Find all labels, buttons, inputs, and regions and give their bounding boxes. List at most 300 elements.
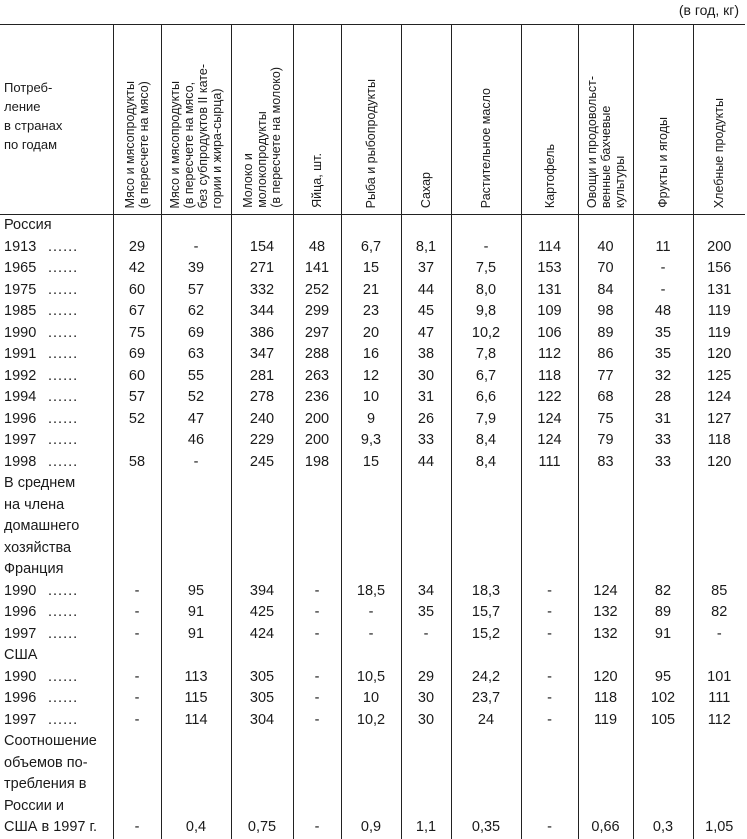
value-cell: 47	[401, 323, 451, 345]
value-cell: 10	[341, 387, 401, 409]
value-cell: 35	[401, 602, 451, 624]
value-cell: 84	[578, 280, 633, 302]
value-cell: 386	[231, 323, 293, 345]
empty-cell	[161, 473, 231, 495]
empty-cell	[161, 538, 231, 560]
value-cell: 263	[293, 366, 341, 388]
value-cell: 120	[693, 452, 745, 474]
value-cell: 132	[578, 602, 633, 624]
value-cell: 42	[113, 258, 161, 280]
empty-cell	[401, 645, 451, 667]
year-cell	[0, 667, 113, 689]
empty-cell	[341, 473, 401, 495]
empty-cell	[521, 774, 578, 796]
value-cell: 30	[401, 366, 451, 388]
leader-dots: ......	[48, 367, 79, 384]
value-cell: -	[113, 624, 161, 646]
empty-cell	[113, 559, 161, 581]
value-cell: 91	[161, 624, 231, 646]
value-cell: 62	[161, 301, 231, 323]
value-cell: -	[293, 817, 341, 839]
value-cell: -	[521, 667, 578, 689]
empty-cell	[451, 753, 521, 775]
column-header	[578, 25, 633, 215]
value-cell: 122	[521, 387, 578, 409]
empty-cell	[451, 538, 521, 560]
value-cell	[113, 430, 161, 452]
empty-cell	[578, 473, 633, 495]
empty-cell	[521, 753, 578, 775]
empty-cell	[633, 516, 693, 538]
value-cell: 29	[113, 237, 161, 259]
empty-cell	[633, 473, 693, 495]
value-cell: 75	[578, 409, 633, 431]
value-cell: 344	[231, 301, 293, 323]
ratio-label-row	[0, 731, 745, 753]
value-cell: 18,5	[341, 581, 401, 603]
value-cell: 15	[341, 258, 401, 280]
value-cell: 11	[633, 237, 693, 259]
empty-cell	[231, 796, 293, 818]
value-cell: 9,8	[451, 301, 521, 323]
leader-dots: ......	[48, 346, 79, 362]
year-label: 1991	[4, 346, 37, 362]
column-header-text: Картофель	[542, 143, 557, 208]
value-cell: 57	[113, 387, 161, 409]
value-cell: 278	[231, 387, 293, 409]
value-cell: 82	[693, 602, 745, 624]
empty-cell	[693, 645, 745, 667]
empty-cell	[161, 559, 231, 581]
section-label: объемов по-	[4, 754, 88, 771]
year-cell	[0, 624, 113, 646]
year-label: 1990	[4, 582, 37, 599]
value-cell: -	[451, 237, 521, 259]
value-cell: 20	[341, 323, 401, 345]
empty-cell	[161, 731, 231, 753]
value-cell: 111	[693, 688, 745, 710]
empty-cell	[693, 516, 745, 538]
value-cell: 52	[161, 387, 231, 409]
empty-cell	[633, 796, 693, 818]
value-cell: 15,7	[451, 602, 521, 624]
table-row	[0, 366, 745, 388]
value-cell: 18,3	[451, 581, 521, 603]
value-cell: 124	[578, 581, 633, 603]
value-cell: -	[161, 452, 231, 474]
value-cell: 48	[633, 301, 693, 323]
empty-cell	[341, 495, 401, 517]
value-cell: 245	[231, 452, 293, 474]
empty-cell	[341, 645, 401, 667]
section-header-row	[0, 559, 745, 581]
value-cell: -	[521, 602, 578, 624]
column-header-text: Молоко и молокопродукты (в пересчете на молоко)	[241, 67, 283, 208]
value-cell: 44	[401, 280, 451, 302]
empty-cell	[231, 215, 293, 237]
value-cell: 154	[231, 237, 293, 259]
empty-cell	[161, 753, 231, 775]
value-cell: 35	[633, 323, 693, 345]
empty-cell	[401, 753, 451, 775]
value-cell: 63	[161, 344, 231, 366]
empty-cell	[293, 215, 341, 237]
empty-cell	[293, 559, 341, 581]
empty-cell	[231, 538, 293, 560]
corner-header	[0, 25, 113, 215]
year-cell	[0, 280, 113, 302]
empty-cell	[341, 774, 401, 796]
value-cell: 68	[578, 387, 633, 409]
year-label: 1965	[4, 260, 37, 276]
table-row	[0, 667, 745, 689]
value-cell: 304	[231, 710, 293, 732]
empty-cell	[451, 559, 521, 581]
empty-cell	[113, 215, 161, 237]
ratio-label: США в 1997 г.	[4, 819, 98, 835]
table-row	[0, 258, 745, 280]
empty-cell	[451, 473, 521, 495]
empty-cell	[578, 645, 633, 667]
leader-dots: ......	[48, 690, 79, 706]
value-cell: 252	[293, 280, 341, 302]
year-cell	[0, 366, 113, 388]
empty-cell	[113, 645, 161, 667]
value-cell: -	[521, 624, 578, 646]
empty-cell	[451, 516, 521, 538]
year-label: 1997	[4, 625, 37, 642]
value-cell: 7,9	[451, 409, 521, 431]
section-header-row	[0, 473, 745, 495]
value-cell: -	[341, 602, 401, 624]
value-cell: 305	[231, 688, 293, 710]
value-cell: 16	[341, 344, 401, 366]
value-cell: 23,7	[451, 688, 521, 710]
value-cell: 200	[693, 237, 745, 259]
value-cell: 132	[578, 624, 633, 646]
section-label: Франция	[4, 561, 64, 577]
year-cell	[0, 387, 113, 409]
value-cell: 10,2	[451, 323, 521, 345]
empty-cell	[293, 538, 341, 560]
value-cell: 347	[231, 344, 293, 366]
value-cell: 75	[113, 323, 161, 345]
value-cell: 119	[578, 710, 633, 732]
section-label: В среднем	[4, 475, 76, 491]
value-cell: 7,8	[451, 344, 521, 366]
value-cell: -	[633, 258, 693, 280]
value-cell: 79	[578, 430, 633, 452]
column-header-text: Рыба и рыбопродукты	[364, 78, 378, 208]
table-body	[0, 215, 745, 839]
value-cell: 120	[693, 344, 745, 366]
ratio-label-row	[0, 753, 745, 775]
value-cell: 91	[633, 624, 693, 646]
value-cell: 271	[231, 258, 293, 280]
empty-cell	[401, 731, 451, 753]
empty-cell	[231, 559, 293, 581]
value-cell: 39	[161, 258, 231, 280]
table-row	[0, 624, 745, 646]
column-header-text: Хлебные продукты	[712, 97, 727, 208]
empty-cell	[161, 516, 231, 538]
value-cell: -	[521, 710, 578, 732]
empty-cell	[161, 774, 231, 796]
year-cell	[0, 581, 113, 603]
table-row	[0, 237, 745, 259]
column-header	[521, 25, 578, 215]
value-cell: 28	[633, 387, 693, 409]
empty-cell	[113, 495, 161, 517]
value-cell: 198	[293, 452, 341, 474]
leader-dots: ......	[48, 281, 79, 298]
value-cell: 124	[521, 430, 578, 452]
year-cell	[0, 602, 113, 624]
value-cell: 10	[341, 688, 401, 710]
value-cell: 424	[231, 624, 293, 646]
value-cell: 119	[693, 323, 745, 345]
value-cell: 44	[401, 452, 451, 474]
column-header	[451, 25, 521, 215]
value-cell: 29	[401, 667, 451, 689]
value-cell: 6,7	[341, 237, 401, 259]
value-cell: 124	[521, 409, 578, 431]
table-row	[0, 387, 745, 409]
empty-cell	[401, 215, 451, 237]
empty-cell	[231, 473, 293, 495]
value-cell: 141	[293, 258, 341, 280]
consumption-table	[0, 24, 745, 839]
empty-cell	[341, 215, 401, 237]
empty-cell	[693, 753, 745, 775]
value-cell: 58	[113, 452, 161, 474]
value-cell: 31	[401, 387, 451, 409]
value-cell: 1,05	[693, 817, 745, 839]
empty-cell	[293, 731, 341, 753]
empty-cell	[161, 495, 231, 517]
value-cell: 8,0	[451, 280, 521, 302]
empty-cell	[521, 516, 578, 538]
value-cell: 6,6	[451, 387, 521, 409]
empty-cell	[293, 774, 341, 796]
value-cell: 119	[693, 301, 745, 323]
value-cell: 69	[113, 344, 161, 366]
value-cell: -	[293, 602, 341, 624]
value-cell: 105	[633, 710, 693, 732]
column-header-text: Мясо и мясопродукты (в пересчете на мясо)	[123, 80, 151, 208]
year-cell	[0, 452, 113, 474]
ratio-label-row	[0, 774, 745, 796]
leader-dots: ......	[48, 604, 79, 620]
value-cell: 57	[161, 280, 231, 302]
value-cell: 38	[401, 344, 451, 366]
value-cell: 82	[633, 581, 693, 603]
value-cell: 83	[578, 452, 633, 474]
value-cell: 37	[401, 258, 451, 280]
value-cell: 91	[161, 602, 231, 624]
empty-cell	[161, 645, 231, 667]
corner-header-line: ление	[4, 98, 41, 114]
value-cell: 7,5	[451, 258, 521, 280]
year-label: 1996	[4, 604, 37, 620]
value-cell: 89	[633, 602, 693, 624]
value-cell: 124	[693, 387, 745, 409]
empty-cell	[401, 774, 451, 796]
value-cell: 98	[578, 301, 633, 323]
empty-cell	[341, 731, 401, 753]
empty-cell	[401, 559, 451, 581]
value-cell: 281	[231, 366, 293, 388]
ratio-row	[0, 817, 745, 839]
empty-cell	[578, 796, 633, 818]
leader-dots: ......	[48, 303, 79, 319]
value-cell: 131	[693, 280, 745, 302]
empty-cell	[451, 731, 521, 753]
value-cell: 30	[401, 710, 451, 732]
value-cell: 15,2	[451, 624, 521, 646]
value-cell: 70	[578, 258, 633, 280]
empty-cell	[341, 516, 401, 538]
value-cell: 9,3	[341, 430, 401, 452]
empty-cell	[693, 538, 745, 560]
empty-cell	[401, 796, 451, 818]
empty-cell	[578, 731, 633, 753]
section-label: России и	[4, 797, 64, 814]
empty-cell	[693, 796, 745, 818]
year-cell	[0, 344, 113, 366]
value-cell: -	[293, 581, 341, 603]
value-cell: 200	[293, 430, 341, 452]
value-cell: 40	[578, 237, 633, 259]
empty-cell	[521, 645, 578, 667]
empty-cell	[113, 473, 161, 495]
empty-cell	[521, 495, 578, 517]
empty-cell	[693, 731, 745, 753]
section-header-row	[0, 516, 745, 538]
year-label: 1975	[4, 281, 37, 298]
value-cell: 46	[161, 430, 231, 452]
value-cell: -	[293, 667, 341, 689]
empty-cell	[113, 538, 161, 560]
column-header	[401, 25, 451, 215]
value-cell: -	[521, 817, 578, 839]
empty-cell	[401, 473, 451, 495]
value-cell: 112	[521, 344, 578, 366]
value-cell: 77	[578, 366, 633, 388]
empty-cell	[521, 538, 578, 560]
value-cell: -	[113, 667, 161, 689]
value-cell: 118	[578, 688, 633, 710]
value-cell: 118	[693, 430, 745, 452]
value-cell: 0,35	[451, 817, 521, 839]
leader-dots: ......	[48, 453, 79, 470]
leader-dots: ......	[48, 432, 79, 448]
year-label: 1913	[4, 238, 37, 255]
leader-dots: ......	[48, 625, 79, 642]
year-label: 1990	[4, 668, 37, 685]
value-cell: 55	[161, 366, 231, 388]
empty-cell	[451, 774, 521, 796]
value-cell: 60	[113, 280, 161, 302]
value-cell: 8,4	[451, 452, 521, 474]
value-cell: -	[113, 710, 161, 732]
value-cell: 32	[633, 366, 693, 388]
empty-cell	[231, 731, 293, 753]
corner-header-line: в странах	[4, 117, 63, 133]
value-cell: 288	[293, 344, 341, 366]
value-cell: -	[693, 624, 745, 646]
value-cell: 23	[341, 301, 401, 323]
year-cell	[0, 409, 113, 431]
section-header-row	[0, 538, 745, 560]
value-cell: -	[341, 624, 401, 646]
empty-cell	[293, 516, 341, 538]
value-cell: 60	[113, 366, 161, 388]
value-cell: -	[521, 688, 578, 710]
value-cell: 95	[161, 581, 231, 603]
empty-cell	[693, 559, 745, 581]
leader-dots: ......	[48, 260, 79, 276]
value-cell: 0,75	[231, 817, 293, 839]
year-label: 1992	[4, 367, 37, 384]
empty-cell	[161, 215, 231, 237]
empty-cell	[401, 538, 451, 560]
value-cell: 6,7	[451, 366, 521, 388]
value-cell: 114	[161, 710, 231, 732]
value-cell: 21	[341, 280, 401, 302]
empty-cell	[231, 645, 293, 667]
header-row	[0, 25, 745, 215]
empty-cell	[633, 559, 693, 581]
table-row	[0, 301, 745, 323]
value-cell: 332	[231, 280, 293, 302]
year-cell	[0, 430, 113, 452]
empty-cell	[693, 774, 745, 796]
value-cell: 131	[521, 280, 578, 302]
year-cell	[0, 323, 113, 345]
value-cell: 12	[341, 366, 401, 388]
empty-cell	[693, 495, 745, 517]
value-cell: 69	[161, 323, 231, 345]
empty-cell	[693, 215, 745, 237]
empty-cell	[521, 796, 578, 818]
table-row	[0, 280, 745, 302]
empty-cell	[633, 753, 693, 775]
year-cell	[0, 237, 113, 259]
column-header-text: Овощи и продовольст- венные бахчевые культуры	[584, 75, 627, 208]
table-row	[0, 581, 745, 603]
column-header-text: Сахар	[419, 171, 433, 208]
value-cell: 24,2	[451, 667, 521, 689]
section-label: хозяйства	[4, 539, 72, 556]
value-cell: -	[113, 688, 161, 710]
value-cell: 425	[231, 602, 293, 624]
value-cell: 106	[521, 323, 578, 345]
leader-dots: ......	[48, 711, 79, 728]
value-cell: 24	[451, 710, 521, 732]
value-cell: 30	[401, 688, 451, 710]
value-cell: 125	[693, 366, 745, 388]
empty-cell	[293, 753, 341, 775]
section-label: Россия	[4, 217, 52, 233]
value-cell: -	[401, 624, 451, 646]
column-header	[693, 25, 745, 215]
year-label: 1997	[4, 711, 37, 728]
empty-cell	[693, 473, 745, 495]
empty-cell	[231, 516, 293, 538]
value-cell: 89	[578, 323, 633, 345]
empty-cell	[578, 559, 633, 581]
